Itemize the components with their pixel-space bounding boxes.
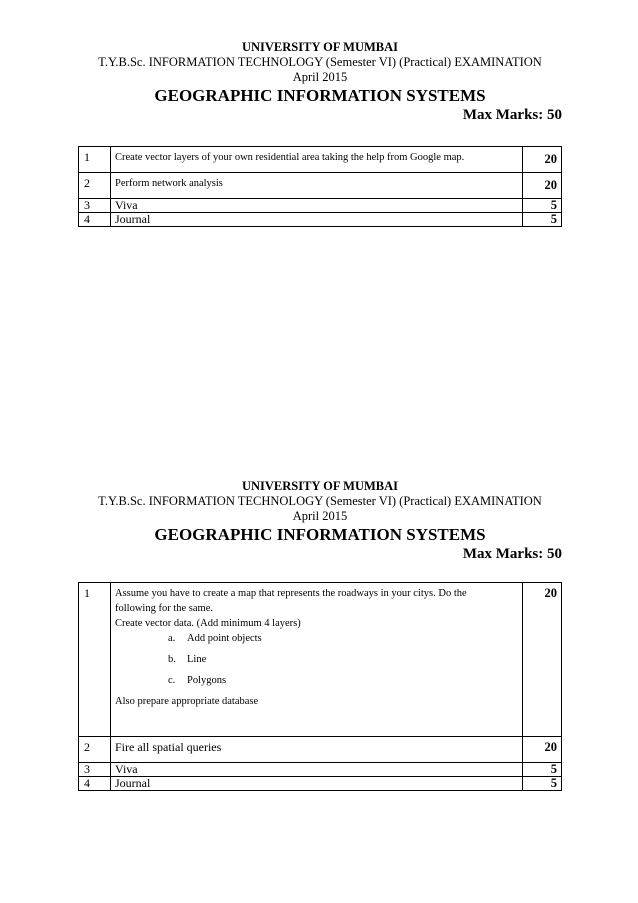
table-row [79, 213, 562, 227]
question-text: Fire all spatial queries [111, 737, 523, 763]
question-number: 1 [79, 583, 111, 737]
sub-item-letter: b. [168, 654, 176, 665]
table-row [79, 173, 562, 199]
question-marks: 5 [523, 213, 562, 227]
max-marks: Max Marks: 50 [462, 546, 562, 562]
exam-date: April 2015 [292, 509, 348, 523]
table-row [79, 583, 562, 737]
question-number: 4 [79, 213, 111, 227]
exam-title: T.Y.B.Sc. INFORMATION TECHNOLOGY (Semester VI) (Practical) EXAMINATION [98, 55, 542, 69]
table-row [79, 763, 562, 777]
question-text: Journal [111, 777, 523, 791]
question-marks: 5 [523, 777, 562, 791]
exam-title: T.Y.B.Sc. INFORMATION TECHNOLOGY (Semester VI) (Practical) EXAMINATION [98, 494, 542, 508]
question-footer: Also prepare appropriate database [115, 696, 259, 707]
question-text: Viva [111, 199, 523, 213]
max-marks: Max Marks: 50 [462, 107, 562, 123]
question-text: Perform network analysis [111, 173, 523, 199]
table-row [79, 737, 562, 763]
subject-title: GEOGRAPHIC INFORMATION SYSTEMS [154, 86, 486, 105]
question-marks: 5 [523, 763, 562, 777]
question-marks: 20 [523, 147, 562, 173]
exam-date: April 2015 [292, 70, 348, 84]
sub-item-text: Polygons [187, 675, 227, 686]
sub-item-text: Add point objects [187, 633, 262, 644]
question-marks: 5 [523, 199, 562, 213]
paper-header [78, 40, 562, 106]
table-row [79, 147, 562, 173]
question-marks: 20 [523, 173, 562, 199]
question-marks: 20 [523, 583, 562, 737]
question-text: Viva [111, 763, 523, 777]
question-number: 4 [79, 777, 111, 791]
question-text: Journal [111, 213, 523, 227]
question-number: 2 [79, 173, 111, 199]
question-number: 1 [79, 147, 111, 173]
sub-item [115, 673, 522, 688]
university-name: UNIVERSITY OF MUMBAI [241, 40, 399, 54]
sub-item [115, 631, 522, 646]
question-text: Assume you have to create a map that represents the roadways in your citys. Do the following for the same. [115, 588, 467, 614]
university-name: UNIVERSITY OF MUMBAI [241, 479, 399, 493]
sub-item-letter: a. [168, 633, 176, 644]
sub-item-letter: c. [168, 675, 176, 686]
question-number: 2 [79, 737, 111, 763]
question-marks: 20 [523, 737, 562, 763]
question-text: Create vector layers of your own residential area taking the help from Google map. [111, 147, 523, 173]
question-number: 3 [79, 763, 111, 777]
subject-title: GEOGRAPHIC INFORMATION SYSTEMS [154, 525, 486, 544]
paper-header [78, 479, 562, 545]
questions-table [78, 146, 562, 227]
sub-item [115, 652, 522, 667]
questions-table [78, 582, 562, 791]
question-cell [111, 583, 523, 737]
question-instruction: Create vector data. (Add minimum 4 layers) [115, 618, 301, 629]
exam-paper-2 [78, 479, 562, 790]
exam-paper-1 [78, 40, 562, 226]
sub-item-text: Line [187, 654, 207, 665]
question-number: 3 [79, 199, 111, 213]
table-row [79, 199, 562, 213]
table-row [79, 777, 562, 791]
